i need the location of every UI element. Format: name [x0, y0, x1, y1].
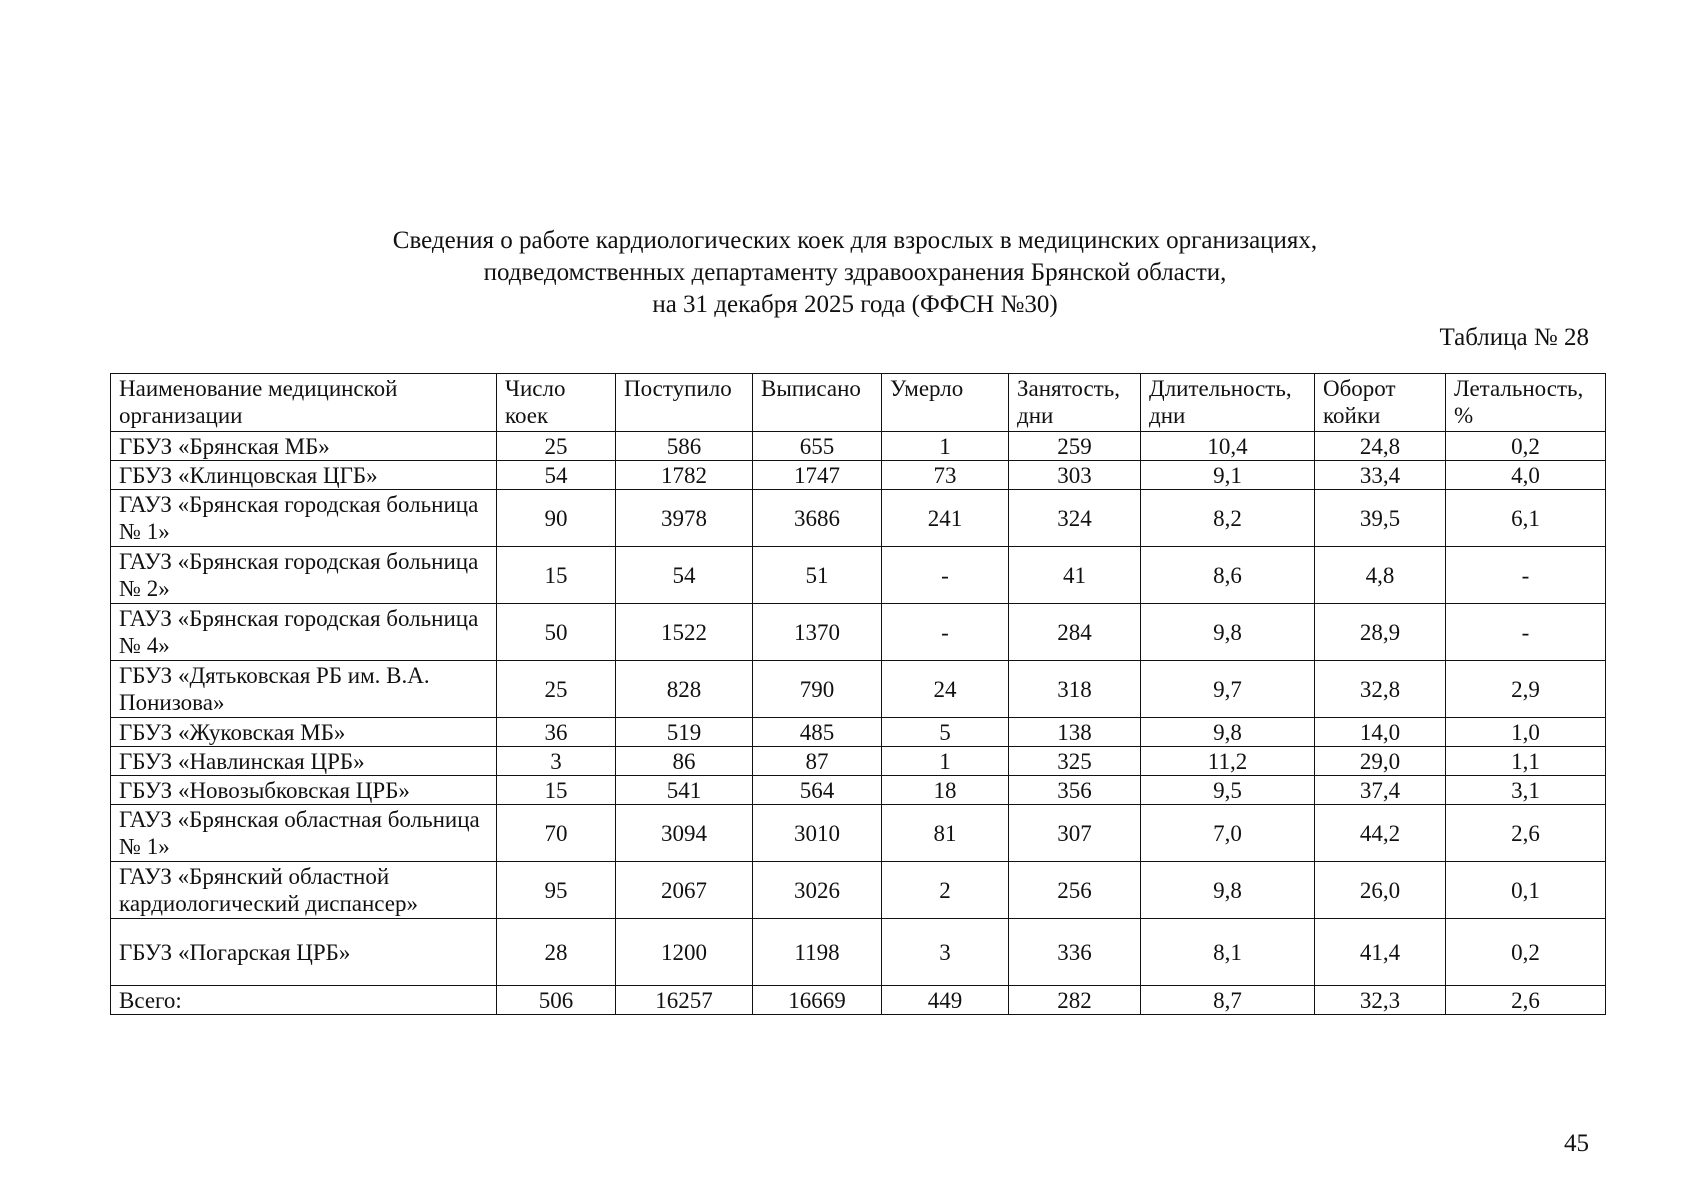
- value-cell: 3686: [753, 490, 882, 547]
- value-cell: 51: [753, 547, 882, 604]
- value-cell: 1,1: [1446, 747, 1606, 776]
- value-cell: 9,8: [1141, 862, 1315, 919]
- total-value-cell: 16257: [616, 986, 753, 1015]
- value-cell: 1200: [616, 919, 753, 986]
- title-line-1: Сведения о работе кардиологических коек для взрослых в медицинских организациях,: [392, 227, 1318, 254]
- value-cell: 28,9: [1315, 604, 1446, 661]
- value-cell: 0,2: [1446, 919, 1606, 986]
- title-line-3: на 31 декабря 2025 года (ФФСН №30): [652, 291, 1058, 318]
- value-cell: 336: [1009, 919, 1141, 986]
- organization-name-cell: ГАУЗ «Брянская областная больница № 1»: [111, 805, 497, 862]
- value-cell: 1: [882, 432, 1009, 461]
- organization-name-cell: ГАУЗ «Брянский областной кардиологический диспансер»: [111, 862, 497, 919]
- value-cell: 81: [882, 805, 1009, 862]
- value-cell: 1522: [616, 604, 753, 661]
- value-cell: -: [882, 604, 1009, 661]
- value-cell: -: [1446, 604, 1606, 661]
- value-cell: 3978: [616, 490, 753, 547]
- total-value-cell: 8,7: [1141, 986, 1315, 1015]
- organization-name-cell: ГБУЗ «Брянская МБ»: [111, 432, 497, 461]
- value-cell: 33,4: [1315, 461, 1446, 490]
- table-row: [111, 718, 1606, 747]
- value-cell: 586: [616, 432, 753, 461]
- value-cell: 7,0: [1141, 805, 1315, 862]
- value-cell: 24: [882, 661, 1009, 718]
- value-cell: 70: [497, 805, 616, 862]
- value-cell: 24,8: [1315, 432, 1446, 461]
- value-cell: 307: [1009, 805, 1141, 862]
- table-row: [111, 604, 1606, 661]
- value-cell: 1370: [753, 604, 882, 661]
- value-cell: 4,8: [1315, 547, 1446, 604]
- organization-name-cell: ГБУЗ «Дятьковская РБ им. В.А. Понизова»: [111, 661, 497, 718]
- value-cell: 325: [1009, 747, 1141, 776]
- value-cell: 485: [753, 718, 882, 747]
- organization-name-cell: ГБУЗ «Жуковская МБ»: [111, 718, 497, 747]
- document-title: [300, 225, 1410, 321]
- value-cell: 87: [753, 747, 882, 776]
- value-cell: 39,5: [1315, 490, 1446, 547]
- value-cell: 54: [616, 547, 753, 604]
- total-value-cell: 2,6: [1446, 986, 1606, 1015]
- value-cell: 41,4: [1315, 919, 1446, 986]
- value-cell: 6,1: [1446, 490, 1606, 547]
- value-cell: 90: [497, 490, 616, 547]
- table-row: [111, 490, 1606, 547]
- value-cell: 2: [882, 862, 1009, 919]
- value-cell: 303: [1009, 461, 1141, 490]
- value-cell: 36: [497, 718, 616, 747]
- value-cell: 73: [882, 461, 1009, 490]
- cardiology-beds-table: [110, 373, 1606, 1015]
- header-cell: Выписано: [753, 374, 882, 432]
- organization-name-cell: ГБУЗ «Новозыбковская ЦРБ»: [111, 776, 497, 805]
- value-cell: 95: [497, 862, 616, 919]
- value-cell: 564: [753, 776, 882, 805]
- table-row: [111, 805, 1606, 862]
- value-cell: -: [882, 547, 1009, 604]
- organization-name-cell: ГБУЗ «Клинцовская ЦГБ»: [111, 461, 497, 490]
- value-cell: 259: [1009, 432, 1141, 461]
- value-cell: 15: [497, 776, 616, 805]
- value-cell: 318: [1009, 661, 1141, 718]
- value-cell: 11,2: [1141, 747, 1315, 776]
- value-cell: 8,1: [1141, 919, 1315, 986]
- value-cell: 32,8: [1315, 661, 1446, 718]
- organization-name-cell: ГБУЗ «Навлинская ЦРБ»: [111, 747, 497, 776]
- value-cell: 5: [882, 718, 1009, 747]
- value-cell: 655: [753, 432, 882, 461]
- value-cell: 8,2: [1141, 490, 1315, 547]
- table-body: [111, 432, 1606, 1015]
- value-cell: 41: [1009, 547, 1141, 604]
- value-cell: 15: [497, 547, 616, 604]
- total-value-cell: 32,3: [1315, 986, 1446, 1015]
- table-row: [111, 547, 1606, 604]
- value-cell: 3: [497, 747, 616, 776]
- organization-name-cell: ГАУЗ «Брянская городская больница № 4»: [111, 604, 497, 661]
- header-cell: Летальность, %: [1446, 374, 1606, 432]
- value-cell: 790: [753, 661, 882, 718]
- table-row: [111, 747, 1606, 776]
- value-cell: 519: [616, 718, 753, 747]
- header-cell: Наименование медицинской организации: [111, 374, 497, 432]
- value-cell: 54: [497, 461, 616, 490]
- value-cell: 50: [497, 604, 616, 661]
- total-value-cell: 449: [882, 986, 1009, 1015]
- value-cell: 9,7: [1141, 661, 1315, 718]
- value-cell: 9,8: [1141, 604, 1315, 661]
- value-cell: 1198: [753, 919, 882, 986]
- value-cell: 9,5: [1141, 776, 1315, 805]
- value-cell: 4,0: [1446, 461, 1606, 490]
- value-cell: 29,0: [1315, 747, 1446, 776]
- value-cell: 2,9: [1446, 661, 1606, 718]
- organization-name-cell: ГАУЗ «Брянская городская больница № 2»: [111, 547, 497, 604]
- value-cell: 9,8: [1141, 718, 1315, 747]
- header-cell: Поступило: [616, 374, 753, 432]
- table-header-row: [111, 374, 1606, 432]
- value-cell: 2,6: [1446, 805, 1606, 862]
- value-cell: 0,2: [1446, 432, 1606, 461]
- title-line-2: подведомственных департаменту здравоохранения Брянской области,: [483, 259, 1227, 286]
- value-cell: 37,4: [1315, 776, 1446, 805]
- total-value-cell: 506: [497, 986, 616, 1015]
- value-cell: 256: [1009, 862, 1141, 919]
- value-cell: 0,1: [1446, 862, 1606, 919]
- organization-name-cell: ГБУЗ «Погарская ЦРБ»: [111, 919, 497, 986]
- value-cell: 3010: [753, 805, 882, 862]
- header-cell: Умерло: [882, 374, 1009, 432]
- value-cell: 3094: [616, 805, 753, 862]
- table-row: [111, 919, 1606, 986]
- value-cell: 1,0: [1446, 718, 1606, 747]
- value-cell: 3,1: [1446, 776, 1606, 805]
- value-cell: 28: [497, 919, 616, 986]
- total-value-cell: 16669: [753, 986, 882, 1015]
- header-cell: Число коек: [497, 374, 616, 432]
- value-cell: 18: [882, 776, 1009, 805]
- header-cell: Длительность, дни: [1141, 374, 1315, 432]
- value-cell: 86: [616, 747, 753, 776]
- value-cell: 25: [497, 661, 616, 718]
- value-cell: 9,1: [1141, 461, 1315, 490]
- value-cell: 44,2: [1315, 805, 1446, 862]
- value-cell: 2067: [616, 862, 753, 919]
- table-row: [111, 461, 1606, 490]
- value-cell: 26,0: [1315, 862, 1446, 919]
- table-row: [111, 661, 1606, 718]
- table-row: [111, 862, 1606, 919]
- total-value-cell: 282: [1009, 986, 1141, 1015]
- value-cell: 1782: [616, 461, 753, 490]
- value-cell: 138: [1009, 718, 1141, 747]
- value-cell: 356: [1009, 776, 1141, 805]
- value-cell: 1747: [753, 461, 882, 490]
- total-label-cell: Всего:: [111, 986, 497, 1015]
- table-total-row: [111, 986, 1606, 1015]
- value-cell: 541: [616, 776, 753, 805]
- page-number: 45: [1564, 1130, 1589, 1157]
- table-row: [111, 432, 1606, 461]
- value-cell: -: [1446, 547, 1606, 604]
- value-cell: 324: [1009, 490, 1141, 547]
- value-cell: 10,4: [1141, 432, 1315, 461]
- header-cell: Оборот койки: [1315, 374, 1446, 432]
- value-cell: 828: [616, 661, 753, 718]
- value-cell: 241: [882, 490, 1009, 547]
- value-cell: 284: [1009, 604, 1141, 661]
- header-cell: Занятость, дни: [1009, 374, 1141, 432]
- value-cell: 8,6: [1141, 547, 1315, 604]
- value-cell: 25: [497, 432, 616, 461]
- organization-name-cell: ГАУЗ «Брянская городская больница № 1»: [111, 490, 497, 547]
- value-cell: 14,0: [1315, 718, 1446, 747]
- table-row: [111, 776, 1606, 805]
- table-label: Таблица № 28: [1439, 324, 1589, 351]
- value-cell: 3: [882, 919, 1009, 986]
- value-cell: 3026: [753, 862, 882, 919]
- value-cell: 1: [882, 747, 1009, 776]
